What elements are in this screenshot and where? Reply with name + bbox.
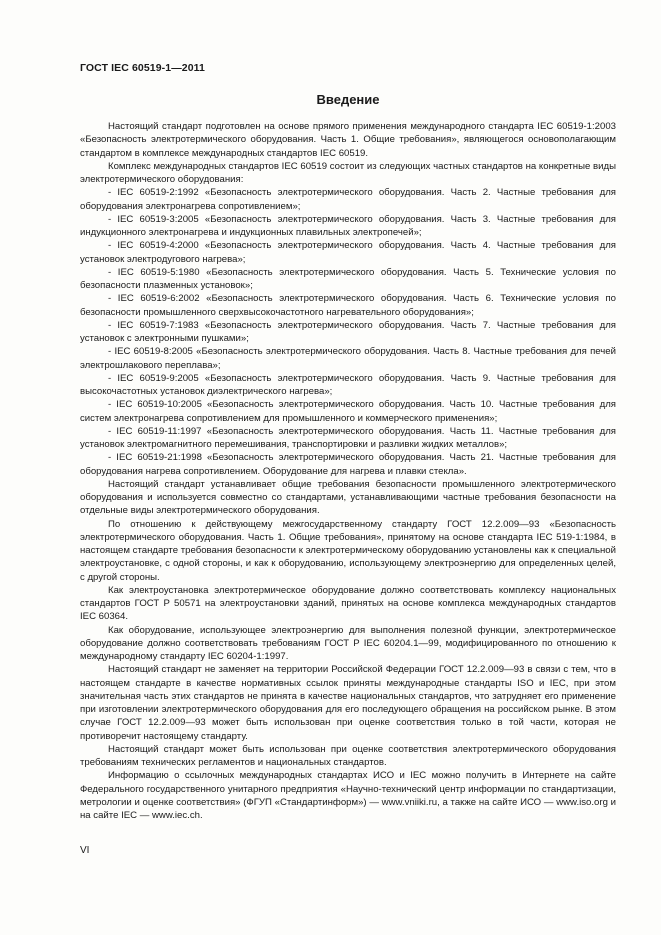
introduction-body: [80, 120, 616, 822]
paragraph-relation-to-gost: По отношению к действующему межгосударственному стандарту ГОСТ 12.2.009—93 «Безопасность электротермического оборудования. Часть 1. Общие требования», принятому на основе стандарта IEC 519-1:1984, в настоящем стандарте требования безопасности к электротермическому оборудованию установлены как к специальной электроустановке, с одной стороны, и как к оборудованию, использующему электроэнергию для определенных целей, с другой стороны.: [80, 518, 616, 583]
list-item-part-7: - IEC 60519-7:1983 «Безопасность электротермического оборудования. Часть 7. Частные требования для установок с электронными пушками»;: [80, 319, 616, 344]
paragraph-electrical-installation: Как электроустановка электротермическое оборудование должно соответствовать комплексу национальных стандартов ГОСТ Р 50571 на электроустановки зданий, принятых на основе комплекса международных стандартов IEC 60364.: [80, 584, 616, 623]
paragraph-series-overview: Комплекс международных стандартов IEC 60519 состоит из следующих частных стандартов на конкретные виды электротермического оборудования:: [80, 160, 616, 185]
list-item-part-9: - IEC 60519-9:2005 «Безопасность электротермического оборудования. Часть 9. Частные требования для высокочастотных установок диэлектрического нагрева»;: [80, 372, 616, 397]
paragraph-not-replacing: Настоящий стандарт не заменяет на территории Российской Федерации ГОСТ 12.2.009—93 в связи с тем, что в настоящем стандарте в качестве нормативных ссылок приняты международные стандарты ISO и IEC, при этом значительная часть этих стандартов не принята в качестве национальных стандартов, что затрудняет его применение при изготовлении электротермического оборудования для его последующего обращения на российском рынке. В этом случае ГОСТ 12.2.009—93 может быть использован при оценке соответствия только в той части, которая не противоречит настоящему стандарту.: [80, 664, 616, 742]
list-item-part-10: - IEC 60519-10:2005 «Безопасность электротермического оборудования. Часть 10. Частные требования для систем электронагрева сопротивлением для промышленного и коммерческого применения»;: [80, 399, 616, 424]
list-item-part-6: - IEC 60519-6:2002 «Безопасность электротермического оборудования. Часть 6. Технические условия по безопасности промышленного сверхвысокочастотного нагревательного оборудования»;: [80, 293, 616, 318]
list-item-part-2: - IEC 60519-2:1992 «Безопасность электротермического оборудования. Часть 2. Частные требования для оборудования электронагрева сопротивлением»;: [80, 187, 616, 212]
paragraph-references-info: Информацию о ссылочных международных стандартах ИСО и IEC можно получить в Интернете на сайте Федерального государственного унитарного предприятия «Научно-технический центр информации по стандартизации, метрологии и оценке соответствия» (ФГУП «Стандартинформ») — www.vniiki.ru, а также на сайте ИСО — www.iso.org и на сайте IEC — www.iec.ch.: [80, 770, 616, 821]
paragraph-intro: Настоящий стандарт подготовлен на основе прямого применения международного стандарта IEC 60519-1:2003 «Безопасность электротермического оборудования. Часть 1. Общие требования», являющегося основополагающим стандартом в комплексе международных стандартов IEC 60519.: [80, 121, 616, 159]
section-title: Введение: [316, 92, 380, 107]
paragraph-conformity: Настоящий стандарт может быть использован при оценке соответствия электротермического оборудования требованиям технических регламентов и национальных стандартов.: [80, 743, 616, 768]
list-item-part-4: - IEC 60519-4:2000 «Безопасность электротермического оборудования. Часть 4. Частные требования для установок электродугового нагрева»;: [80, 240, 616, 265]
page-number: VI: [80, 845, 90, 856]
paragraph-scope: Настоящий стандарт устанавливает общие требования безопасности промышленного электротермического оборудования и используется совместно со стандартами, устанавливающими частные требования безопасности на отдельные виды электротермического оборудования.: [80, 478, 616, 517]
list-item-part-8: - IEC 60519-8:2005 «Безопасность электротермического оборудования. Часть 8. Частные требования для печей электрошлакового переплава»;: [80, 346, 616, 371]
list-item-part-11: - IEC 60519-11:1997 «Безопасность электротермического оборудования. Часть 11. Частные требования для установок электромагнитного перемешивания, транспортировки и разливки жидких металлов»;: [80, 425, 616, 450]
list-item-part-21: - IEC 60519-21:1998 «Безопасность электротермического оборудования. Часть 21. Частные требования для оборудования нагрева сопротивлением. Оборудование для нагрева и плавки стекла».: [80, 452, 616, 477]
standard-code-header: ГОСТ IEC 60519-1—2011: [80, 62, 205, 74]
paragraph-equipment-requirements: Как оборудование, использующее электроэнергию для выполнения полезной функции, электротермическое оборудование должно соответствовать требованиям ГОСТ Р IEC 60204.1—99, модифицированного по отношению к международному стандарту IEC 60204-1:1997.: [80, 624, 616, 662]
list-item-part-3: - IEC 60519-3:2005 «Безопасность электротермического оборудования. Часть 3. Частные требования для индукционного электронагрева и индукционных плавильных электропечей»;: [80, 213, 616, 238]
list-item-part-5: - IEC 60519-5:1980 «Безопасность электротермического оборудования. Часть 5. Технические условия по безопасности плазменных установок»;: [80, 266, 616, 291]
